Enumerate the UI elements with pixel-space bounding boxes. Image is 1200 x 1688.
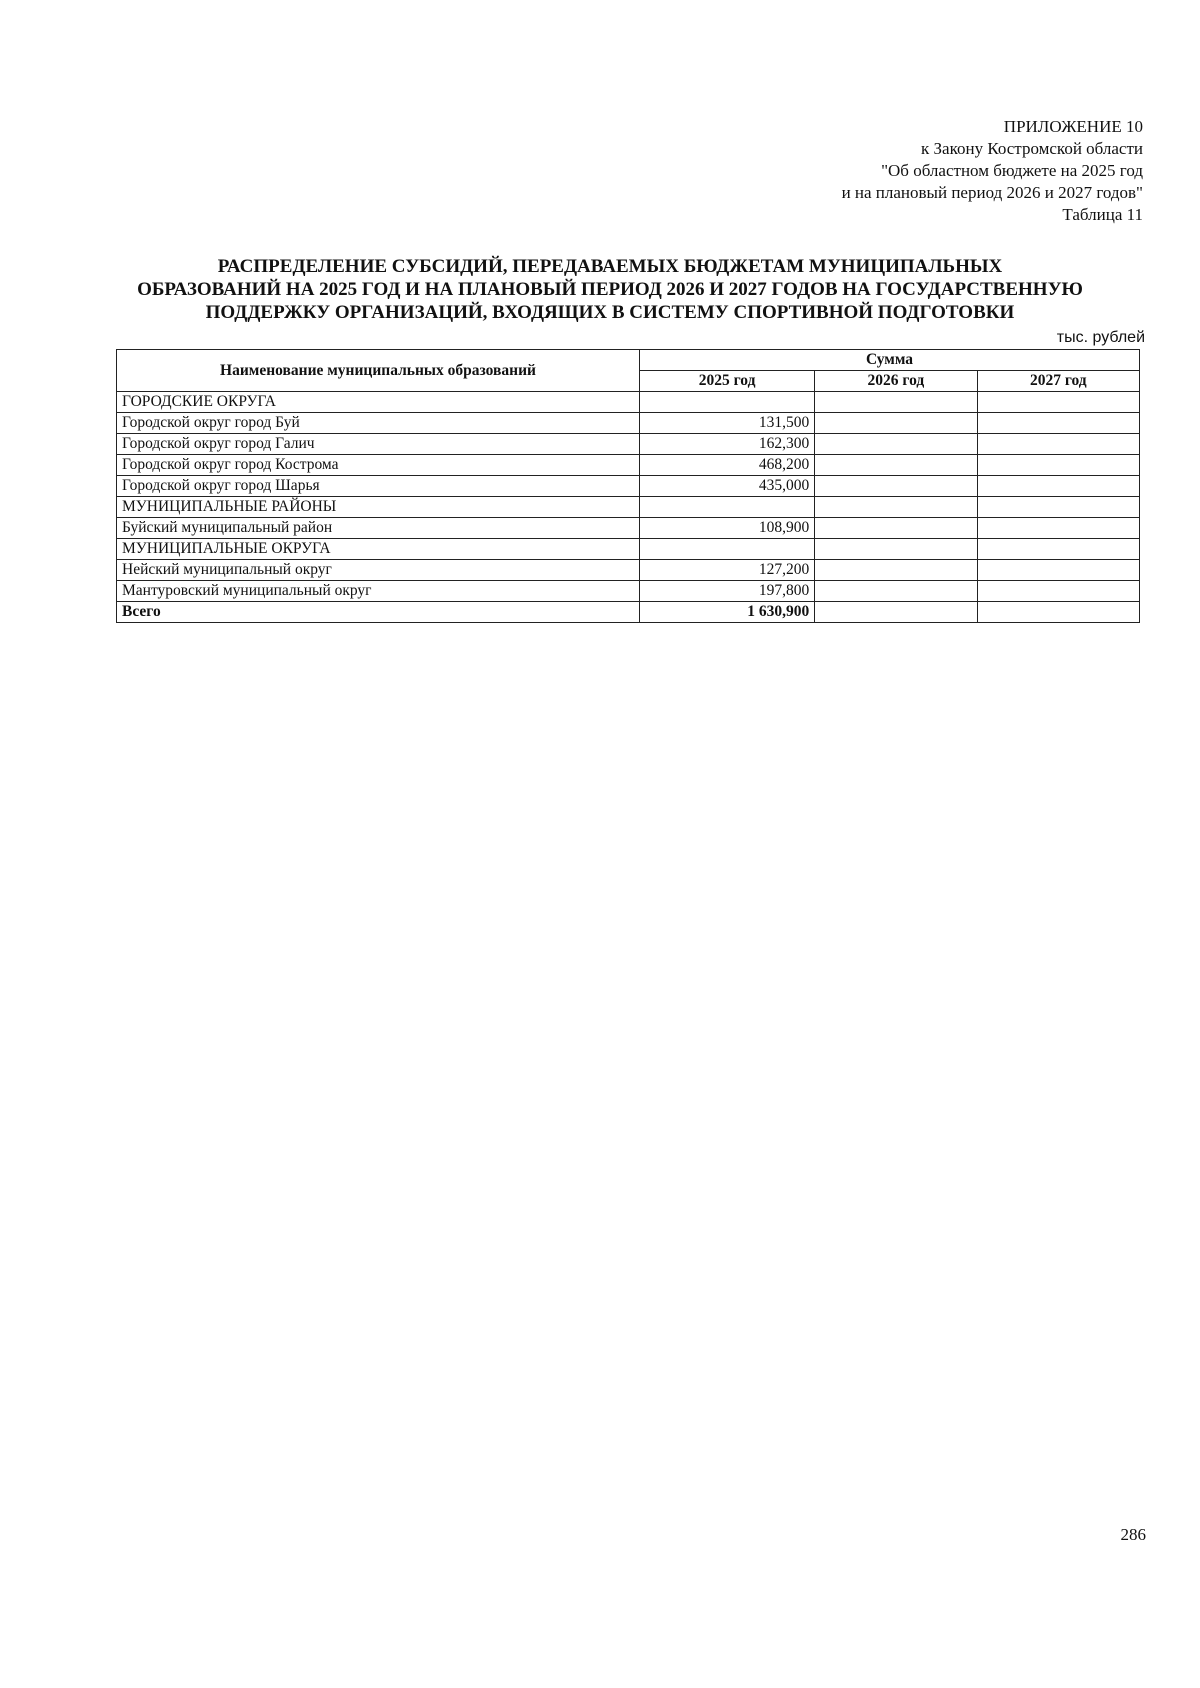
total-label: Всего	[117, 602, 640, 623]
value-2027	[977, 434, 1139, 455]
year-header-2025: 2025 год	[640, 371, 815, 392]
value-2026	[815, 455, 977, 476]
document-title	[100, 255, 1120, 324]
municipality-name: Мантуровский муниципальный округ	[117, 581, 640, 602]
municipality-name: Городской округ город Буй	[117, 413, 640, 434]
value-2026	[815, 518, 977, 539]
title-line-2: ОБРАЗОВАНИЙ НА 2025 ГОД И НА ПЛАНОВЫЙ ПЕРИОД 2026 И 2027 ГОДОВ НА ГОСУДАРСТВЕННУЮ	[137, 279, 1083, 300]
year-header-2027: 2027 год	[977, 371, 1139, 392]
value-2026	[815, 434, 977, 455]
value-2025: 131,500	[640, 413, 815, 434]
value-2025: 197,800	[640, 581, 815, 602]
law-name: "Об областном бюджете на 2025 год	[881, 161, 1143, 180]
document-header	[842, 116, 1143, 226]
value-2025: 162,300	[640, 434, 815, 455]
value-2025: 127,200	[640, 560, 815, 581]
value-2026	[815, 476, 977, 497]
table-row	[117, 539, 1140, 560]
total-2026	[815, 602, 977, 623]
title-line-1: РАСПРЕДЕЛЕНИЕ СУБСИДИЙ, ПЕРЕДАВАЕМЫХ БЮДЖЕТАМ МУНИЦИПАЛЬНЫХ	[217, 256, 1003, 277]
municipality-name: Городской округ город Кострома	[117, 455, 640, 476]
value-2027	[977, 560, 1139, 581]
value-2025	[640, 539, 815, 560]
total-row	[117, 602, 1140, 623]
value-2026	[815, 539, 977, 560]
table-row	[117, 413, 1140, 434]
value-2026	[815, 392, 977, 413]
sum-column-header: Сумма	[640, 350, 1140, 371]
group-name: ГОРОДСКИЕ ОКРУГА	[117, 392, 640, 413]
law-period: и на плановый период 2026 и 2027 годов"	[841, 183, 1143, 202]
units-label: тыс. рублей	[1056, 329, 1145, 346]
municipality-name: Городской округ город Шарья	[117, 476, 640, 497]
value-2027	[977, 497, 1139, 518]
value-2027	[977, 455, 1139, 476]
table-row	[117, 497, 1140, 518]
table-row	[117, 581, 1140, 602]
page-number: 286	[1120, 1525, 1146, 1544]
table-label: Таблица 11	[1062, 205, 1143, 224]
value-2027	[977, 518, 1139, 539]
municipality-name: Нейский муниципальный округ	[117, 560, 640, 581]
group-name: МУНИЦИПАЛЬНЫЕ ОКРУГА	[117, 539, 640, 560]
table-row	[117, 476, 1140, 497]
table-row	[117, 434, 1140, 455]
value-2025: 435,000	[640, 476, 815, 497]
title-line-3: ПОДДЕРЖКУ ОРГАНИЗАЦИЙ, ВХОДЯЩИХ В СИСТЕМУ СПОРТИВНОЙ ПОДГОТОВКИ	[205, 302, 1015, 323]
value-2027	[977, 413, 1139, 434]
value-2026	[815, 581, 977, 602]
subsidy-table	[116, 349, 1140, 623]
value-2027	[977, 476, 1139, 497]
table-row	[117, 455, 1140, 476]
value-2025	[640, 392, 815, 413]
municipality-name: Буйский муниципальный район	[117, 518, 640, 539]
total-2025: 1 630,900	[640, 602, 815, 623]
value-2026	[815, 560, 977, 581]
value-2027	[977, 392, 1139, 413]
table-row	[117, 518, 1140, 539]
value-2026	[815, 413, 977, 434]
table-header-row	[117, 350, 1140, 371]
name-column-header: Наименование муниципальных образований	[117, 350, 640, 392]
value-2027	[977, 539, 1139, 560]
value-2027	[977, 581, 1139, 602]
group-name: МУНИЦИПАЛЬНЫЕ РАЙОНЫ	[117, 497, 640, 518]
table-row	[117, 560, 1140, 581]
value-2025: 108,900	[640, 518, 815, 539]
value-2025	[640, 497, 815, 518]
law-reference: к Закону Костромской области	[921, 139, 1143, 158]
table-row	[117, 392, 1140, 413]
year-header-2026: 2026 год	[815, 371, 977, 392]
total-2027	[977, 602, 1139, 623]
appendix-number: ПРИЛОЖЕНИЕ 10	[1003, 117, 1143, 136]
value-2026	[815, 497, 977, 518]
value-2025: 468,200	[640, 455, 815, 476]
municipality-name: Городской округ город Галич	[117, 434, 640, 455]
